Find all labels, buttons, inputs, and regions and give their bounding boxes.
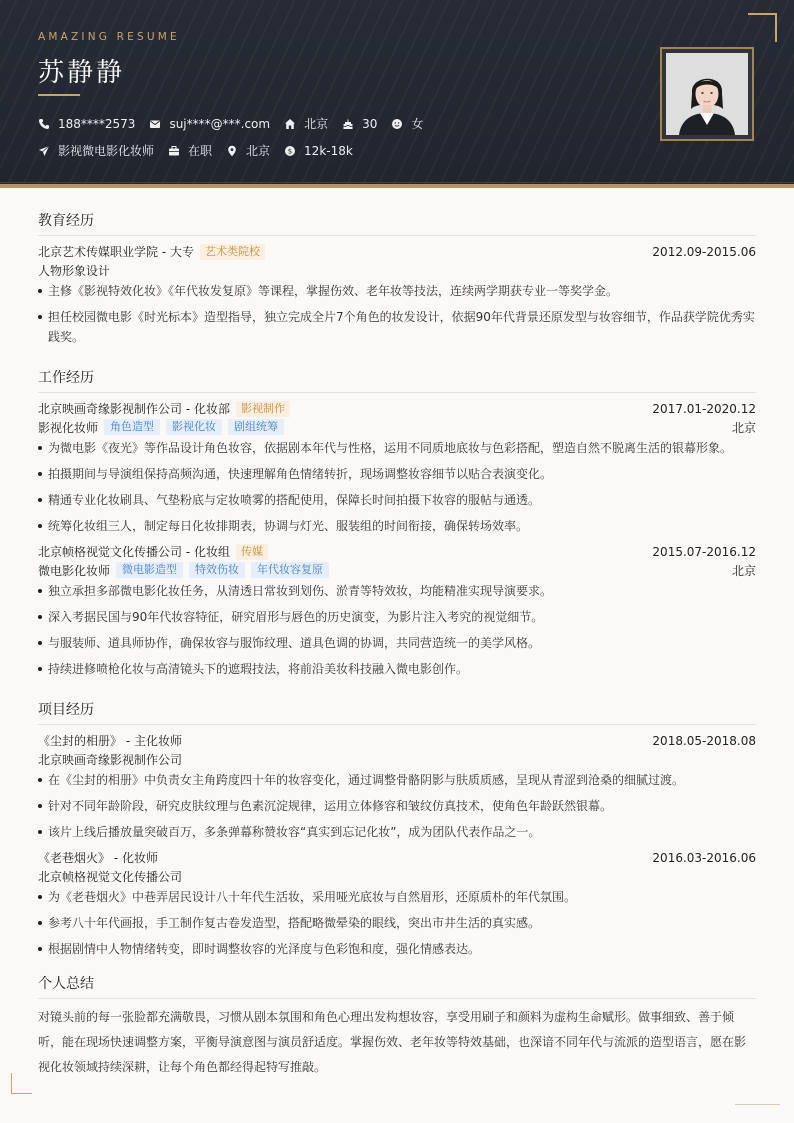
work-left bbox=[38, 400, 290, 417]
profile-photo bbox=[666, 53, 748, 135]
section-title-summary: 个人总结 bbox=[38, 973, 756, 999]
project-org-row bbox=[38, 867, 756, 885]
work-role-row bbox=[38, 561, 756, 579]
education-major-row bbox=[38, 261, 756, 279]
list-item: 统筹化妆组三人，制定每日化妆排期表，协调与灯光、服装组的时间衔接，确保转场效率。 bbox=[38, 516, 756, 536]
location-text: 北京 bbox=[246, 144, 271, 158]
work-item bbox=[38, 399, 756, 536]
position-text: 影视微电影化妆师 bbox=[58, 144, 155, 158]
email-item bbox=[149, 117, 270, 131]
skill-tag: 年代妆容复原 bbox=[251, 562, 329, 578]
candidate-name: 苏静静 bbox=[38, 58, 126, 88]
header-divider bbox=[0, 182, 794, 183]
section-title-education: 教育经历 bbox=[38, 210, 756, 236]
cake-icon bbox=[342, 118, 354, 130]
age-text: 30 bbox=[362, 116, 378, 131]
work-date: 2015.07-2016.12 bbox=[652, 544, 756, 559]
work-role-left bbox=[38, 419, 284, 436]
section-title-projects: 项目经历 bbox=[38, 699, 756, 725]
name-underline bbox=[38, 94, 80, 96]
email-text: suj****@***.com bbox=[169, 116, 271, 131]
section-title-work: 工作经历 bbox=[38, 367, 756, 393]
list-item: 独立承担多部微电影化妆任务，从清透日常妆到划伤、淤青等特效妆，均能精准实现导演要求。 bbox=[38, 581, 756, 601]
project-item bbox=[38, 848, 756, 959]
city-item bbox=[284, 115, 328, 132]
list-item: 精通专业化妆刷具、气垫粉底与定妆喷雾的搭配使用，保障长时间拍摄下妆容的服帖与通透。 bbox=[38, 490, 756, 510]
job-intent-row bbox=[38, 142, 367, 159]
work-head bbox=[38, 542, 756, 561]
company-name: 北京帧格视觉文化传播公司 - 化妆组 bbox=[38, 545, 230, 559]
project-name: 《尘封的相册》 - 主化妆师 bbox=[38, 734, 182, 748]
project-date: 2018.05-2018.08 bbox=[652, 733, 756, 748]
list-item: 深入考据民国与90年代妆容特征，研究眉形与唇色的历史演变，为影片注入考究的视觉细节。 bbox=[38, 607, 756, 627]
portrait-illustration bbox=[666, 53, 748, 135]
job-role: 影视化妆师 bbox=[38, 420, 99, 435]
brand-label: AMAZING RESUME bbox=[38, 31, 180, 43]
work-city: 北京 bbox=[731, 420, 756, 435]
home-icon bbox=[284, 118, 296, 130]
phone-icon bbox=[38, 118, 50, 130]
work-bullets bbox=[38, 438, 756, 536]
education-bullets bbox=[38, 281, 756, 347]
project-bullets bbox=[38, 770, 756, 842]
contact-row bbox=[38, 115, 437, 132]
work-bullets bbox=[38, 581, 756, 679]
list-item: 拍摄期间与导演组保持高频沟通，快速理解角色情绪转折，现场调整妆容细节以贴合表演变化。 bbox=[38, 464, 756, 484]
work-role-row bbox=[38, 418, 756, 436]
list-item: 为微电影《夜光》等作品设计角色妆容，依据剧本年代与性格，运用不同质地底妆与色彩搭配，塑造自然不脱离生活的银幕形象。 bbox=[38, 438, 756, 458]
education-left bbox=[38, 243, 265, 260]
smile-icon bbox=[391, 118, 403, 130]
status-text: 在职 bbox=[188, 144, 213, 158]
send-icon bbox=[38, 145, 50, 157]
industry-tag: 影视制作 bbox=[236, 401, 290, 417]
list-item: 担任校园微电影《时光标本》造型指导，独立完成全片7个角色的妆发设计，依据90年代背景还原发型与妆容细节，作品获学院优秀实践奖。 bbox=[38, 307, 756, 347]
skill-tag: 角色造型 bbox=[104, 419, 160, 435]
project-date: 2016.03-2016.06 bbox=[652, 850, 756, 865]
major: 人物形象设计 bbox=[38, 263, 111, 278]
gender-text: 女 bbox=[411, 117, 424, 131]
phone-item bbox=[38, 117, 135, 131]
list-item: 与服装师、道具师协作，确保妆容与服饰纹理、道具色调的协调，共同营造统一的美学风格。 bbox=[38, 633, 756, 653]
school-name: 北京艺术传媒职业学院 - 大专 bbox=[38, 245, 194, 259]
corner-decoration bbox=[748, 13, 777, 42]
list-item: 主修《影视特效化妆》《年代妆发复原》等课程，掌握伤效、老年妆等技法，连续两学期获专业一等奖学金。 bbox=[38, 281, 756, 301]
list-item: 持续进修喷枪化妆与高清镜头下的遮瑕技法，将前沿美妆科技融入微电影创作。 bbox=[38, 659, 756, 679]
list-item: 该片上线后播放量突破百万，多条弹幕称赞妆容“真实到忘记化妆”，成为团队代表作品之一。 bbox=[38, 822, 756, 842]
mail-icon bbox=[149, 118, 161, 130]
city-text: 北京 bbox=[304, 117, 329, 131]
salary-item bbox=[284, 144, 353, 158]
position-item bbox=[38, 142, 154, 159]
svg-text:$: $ bbox=[287, 147, 293, 156]
project-org: 北京映画奇缘影视制作公司 bbox=[38, 752, 183, 767]
phone-text: 188****2573 bbox=[58, 116, 136, 131]
project-org: 北京帧格视觉文化传播公司 bbox=[38, 869, 183, 884]
location-pin-icon bbox=[226, 145, 238, 157]
list-item: 针对不同年龄阶段，研究皮肤纹理与色素沉淀规律，运用立体修容和皱纹仿真技术，使角色年龄跃然银幕。 bbox=[38, 796, 756, 816]
status-item bbox=[168, 142, 212, 159]
resume-body bbox=[38, 210, 756, 1080]
project-head bbox=[38, 731, 756, 750]
project-item bbox=[38, 731, 756, 842]
skill-tag: 影视化妆 bbox=[166, 419, 222, 435]
work-role-left bbox=[38, 562, 329, 579]
work-city: 北京 bbox=[731, 563, 756, 578]
school-tag: 艺术类院校 bbox=[200, 244, 265, 260]
job-role: 微电影化妆师 bbox=[38, 563, 111, 578]
footer-line bbox=[735, 1104, 780, 1105]
work-item bbox=[38, 542, 756, 679]
salary-text: 12k-18k bbox=[304, 143, 353, 158]
profile-photo-frame bbox=[660, 47, 754, 141]
location-item bbox=[226, 142, 270, 159]
education-head bbox=[38, 242, 756, 261]
project-bullets bbox=[38, 887, 756, 959]
education-date: 2012.09-2015.06 bbox=[652, 244, 756, 259]
work-head bbox=[38, 399, 756, 418]
work-date: 2017.01-2020.12 bbox=[652, 401, 756, 416]
list-item: 为《老巷烟火》中巷弄居民设计八十年代生活妆，采用哑光底妆与自然眉形，还原质朴的年代氛围。 bbox=[38, 887, 756, 907]
work-left bbox=[38, 543, 268, 560]
skill-tag: 特效伤妆 bbox=[189, 562, 245, 578]
resume-header bbox=[0, 0, 794, 188]
summary-text: 对镜头前的每一张脸都充满敬畏，习惯从剧本氛围和角色心理出发构想妆容，享受用刷子和颜料为虚构生命赋形。做事细致、善于倾听，能在现场快速调整方案，平衡导演意图与演员舒适度。掌握伤效、老年妆等特效基础，也深谙不同年代与流派的造型语言，愿在影视化妆领域持续深耕，让每个角色都经得起特写推敲。 bbox=[38, 1010, 747, 1074]
list-item: 根据剧情中人物情绪转变，即时调整妆容的光泽度与色彩饱和度，强化情感表达。 bbox=[38, 939, 756, 959]
age-item bbox=[342, 117, 377, 131]
project-name: 《老巷烟火》 - 化妆师 bbox=[38, 851, 158, 865]
project-head bbox=[38, 848, 756, 867]
skill-tag: 微电影造型 bbox=[116, 562, 183, 578]
money-icon bbox=[284, 145, 296, 157]
company-name: 北京映画奇缘影视制作公司 - 化妆部 bbox=[38, 402, 230, 416]
list-item: 参考八十年代画报，手工制作复古卷发造型，搭配略微晕染的眼线，突出市井生活的真实感。 bbox=[38, 913, 756, 933]
industry-tag: 传媒 bbox=[236, 544, 268, 560]
corner-decoration bbox=[11, 1073, 32, 1094]
skill-tag: 剧组统筹 bbox=[228, 419, 284, 435]
list-item: 在《尘封的相册》中负责女主角跨度四十年的妆容变化，通过调整骨骼阴影与肤质质感，呈现从青涩到沧桑的细腻过渡。 bbox=[38, 770, 756, 790]
education-item bbox=[38, 242, 756, 347]
briefcase-icon bbox=[168, 145, 180, 157]
project-org-row bbox=[38, 750, 756, 768]
gender-item bbox=[391, 115, 423, 132]
